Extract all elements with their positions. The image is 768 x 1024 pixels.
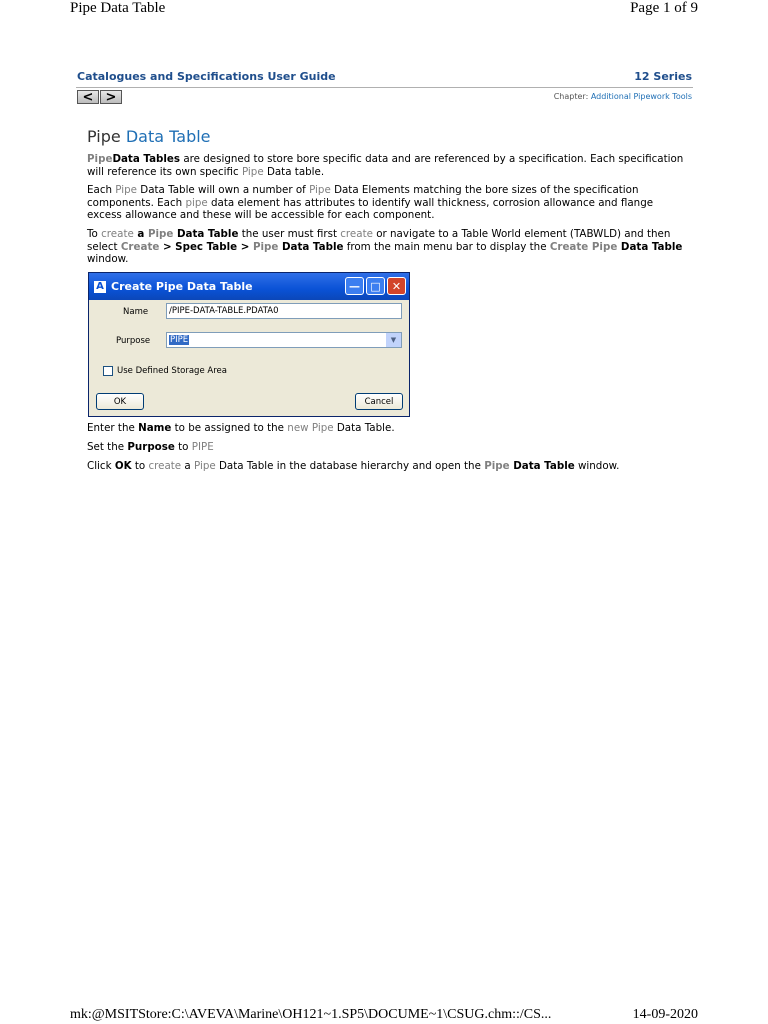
term-create: create [148,460,182,472]
name-label: Name [123,307,149,317]
print-page-number: Page 1 of 9 [630,0,698,16]
term-pipe: Pipe [252,240,279,253]
name-field[interactable] [166,303,402,319]
aveva-logo-icon: A [94,281,106,293]
print-page-title: Pipe Data Table [70,0,166,16]
dialog-title: Create Pipe Data Table [111,280,253,293]
intro-paragraph [87,153,687,178]
step-name [87,422,687,435]
text: Data Table in the database hierarchy and open the [215,460,485,472]
term-new-pipe: new Pipe [287,422,334,434]
step-ok [87,460,687,473]
text: Data Table [173,228,239,240]
next-page-button[interactable]: > [100,90,122,104]
term-pipe: pipe [185,196,208,209]
text: Each [87,184,116,196]
term-pipe: Pipe [484,460,510,472]
term-create: Create [549,240,589,253]
text: Data Table will own a number of [137,184,310,196]
menu-data-table: Data Table [278,240,344,253]
term-create: create [101,228,134,240]
purpose-value: PIPE [170,335,189,345]
page-heading [87,127,211,146]
term-name: Name [138,422,172,434]
ok-button[interactable]: OK [96,393,144,410]
term-pipe: Pipe [147,228,174,240]
dialog-titlebar[interactable] [89,273,409,300]
text: window. [87,253,129,265]
header-rule [76,87,693,88]
term-ok: OK [114,460,132,472]
text: To [87,228,102,240]
text: the user must first [238,228,341,240]
term-pipe: Pipe [193,460,216,472]
text: to [131,460,149,472]
storage-area-label: Use Defined Storage Area [117,366,227,376]
maximize-icon[interactable]: □ [366,277,385,295]
close-icon[interactable]: ✕ [387,277,406,295]
term-pipe: Pipe [87,153,113,165]
text: a [133,228,148,240]
menu-spec-table: > Spec Table > [159,240,253,253]
term-purpose: Purpose [127,441,175,453]
purpose-select[interactable] [166,332,402,348]
heading-part-a: Pipe [87,127,121,146]
text: Data table. [263,165,325,178]
term-pipe: Pipe [241,165,264,178]
term-pipe-value: PIPE [191,441,214,453]
text: Data Table [617,240,683,253]
text: window. [574,460,620,472]
chapter-label: Chapter: [553,92,589,101]
text: are designed to store bore specific data and are referenced by a specification. Each specification will reference its own specific [87,153,684,178]
create-pipe-data-table-dialog [88,272,410,417]
create-paragraph [87,228,687,266]
chevron-down-icon[interactable]: ▼ [386,333,401,347]
purpose-label: Purpose [116,336,151,346]
previous-page-button[interactable]: < [77,90,99,104]
text: Data Table. [333,422,395,434]
name-value: /PIPE-DATA-TABLE.PDATA0 [169,306,279,316]
text: Click [87,460,115,472]
storage-area-checkbox[interactable] [103,366,113,376]
term-pipe: Pipe [309,184,331,196]
nav-buttons [77,90,123,104]
text: or navigate to a Table World element (TABWLD) and then select [87,228,671,253]
chapter-link[interactable]: Additional Pipework Tools [590,92,692,101]
term-pipe: Pipe [588,240,618,253]
heading-part-b: Data Table [125,127,211,146]
guide-title: Catalogues and Specifications User Guide [77,70,336,83]
text: to [174,441,192,453]
text: data element has attributes to identify wall thickness, corrosion allowance and flange excess allowance and these will be accessible for each component. [87,196,654,221]
cancel-button[interactable]: Cancel [355,393,403,410]
term-data-table: Data Table [509,460,575,472]
term-data-tables: Data Tables [112,153,181,165]
text: Data Elements matching the bore sizes of the specification components. Each [87,184,639,209]
menu-create: Create [120,240,160,253]
text: Enter the [87,422,139,434]
term-pipe: Pipe [115,184,137,196]
term-create: create [340,228,373,240]
print-footer-path: mk:@MSITStore:C:\AVEVA\Marine\OH121~1.SP5\DOCUME~1\CSUG.chm::/CS... [70,1007,552,1022]
elements-paragraph [87,184,687,222]
series-label: 12 Series [634,70,692,83]
step-purpose [87,441,687,454]
text: Set the [87,441,128,453]
text: to be assigned to the [171,422,288,434]
text: from the main menu bar to display the [343,240,550,253]
text: a [181,460,194,472]
print-footer-date: 14-09-2020 [632,1007,698,1022]
chapter-breadcrumb [554,92,692,101]
minimize-icon[interactable]: — [345,277,364,295]
